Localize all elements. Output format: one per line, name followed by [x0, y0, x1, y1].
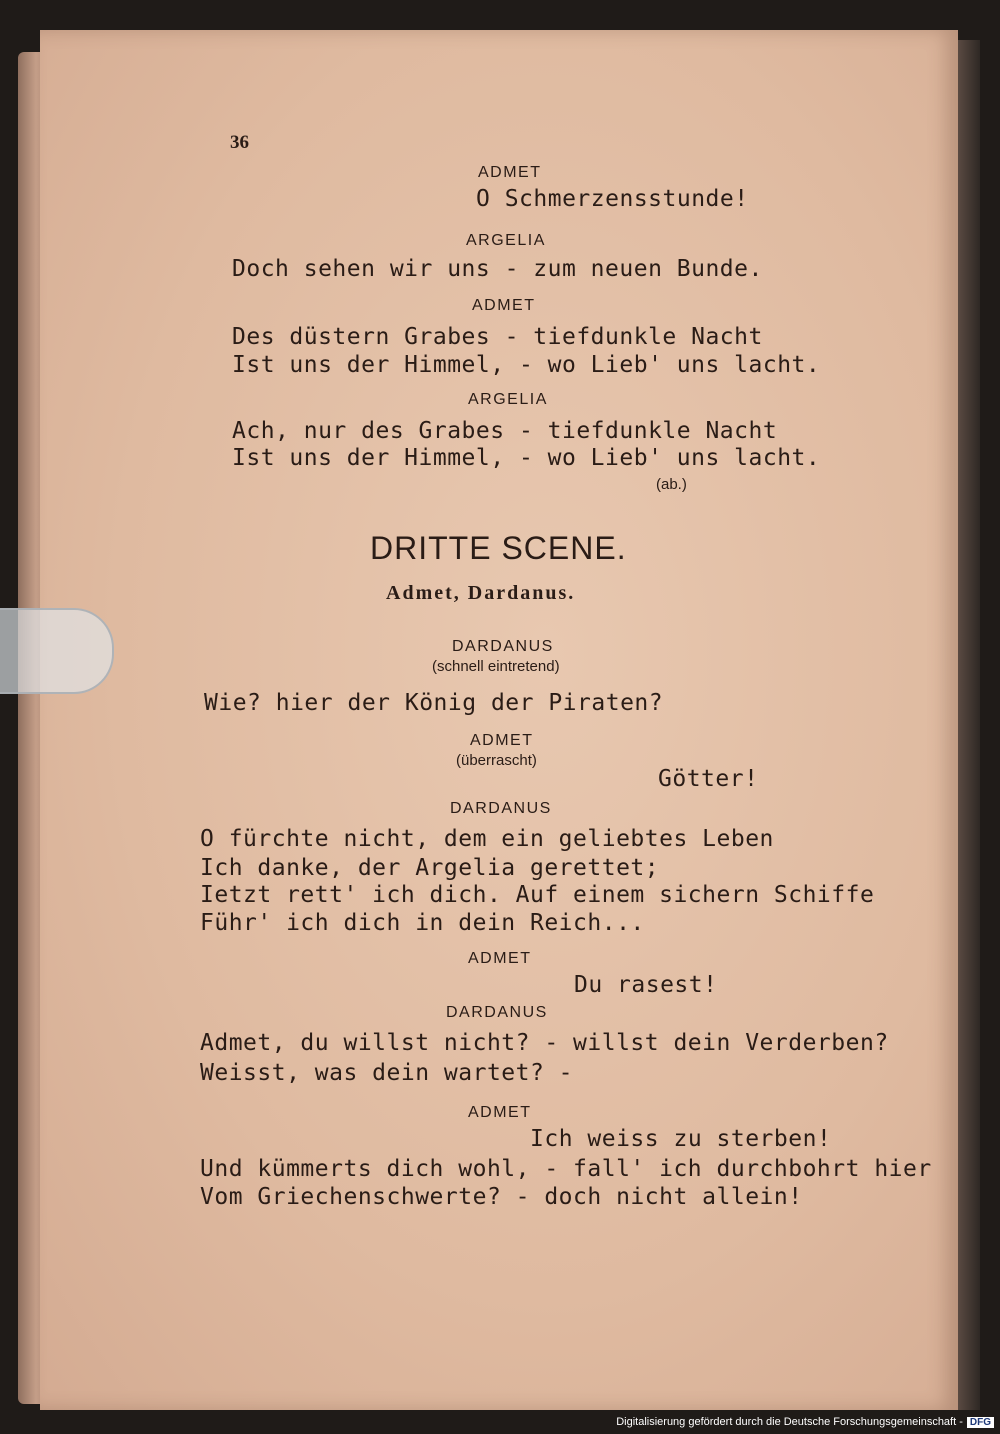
- speaker-label: ARGELIA: [466, 232, 546, 249]
- verse-line: Vom Griechenschwerte? - doch nicht allein!: [200, 1184, 803, 1210]
- speaker-label: DARDANUS: [446, 1004, 548, 1021]
- scene-heading: DRITTE SCENE.: [370, 530, 627, 566]
- speaker-label: DARDANUS: [452, 638, 554, 655]
- verse-line: Und kümmerts dich wohl, - fall' ich durchbohrt hier: [200, 1156, 932, 1182]
- verse-line: Ist uns der Himmel, - wo Lieb' uns lacht.: [232, 445, 821, 471]
- dfg-logo: DFG: [967, 1417, 994, 1428]
- verse-line: Du rasest!: [574, 972, 718, 998]
- verse-line: Weisst, was dein wartet? -: [200, 1060, 574, 1086]
- verse-line: Ich danke, der Argelia gerettet;: [200, 855, 660, 881]
- stage-direction: (ab.): [656, 476, 687, 493]
- verse-line: Ist uns der Himmel, - wo Lieb' uns lacht.: [232, 352, 821, 378]
- speaker-label: ADMET: [468, 950, 532, 967]
- verse-line: Des düstern Grabes - tiefdunkle Nacht: [232, 324, 763, 350]
- verse-line: O Schmerzensstunde!: [476, 186, 749, 212]
- speaker-label: ADMET: [478, 164, 542, 181]
- verse-line: Wie? hier der König der Piraten?: [204, 690, 664, 716]
- verse-line: Ich weiss zu sterben!: [530, 1126, 832, 1152]
- speaker-label: ARGELIA: [468, 391, 548, 408]
- credit-text: Digitalisierung gefördert durch die Deutsche Forschungsgemeinschaft -: [616, 1416, 963, 1428]
- verse-line: Führ' ich dich in dein Reich...: [200, 910, 645, 936]
- speaker-label: ADMET: [468, 1104, 532, 1121]
- speaker-label: ADMET: [470, 732, 534, 749]
- verse-line: Admet, du willst nicht? - willst dein Verderben?: [200, 1030, 889, 1056]
- stage-direction: (schnell eintretend): [432, 658, 560, 675]
- verse-line: Götter!: [658, 766, 759, 792]
- page-number: 36: [230, 132, 249, 153]
- stage-direction: (überrascht): [456, 752, 537, 769]
- verse-line: O fürchte nicht, dem ein geliebtes Leben: [200, 826, 774, 852]
- scene-characters: Admet, Dardanus.: [386, 582, 576, 604]
- verse-line: Ietzt rett' ich dich. Auf einem sichern Schiffe: [200, 882, 875, 908]
- verse-line: Doch sehen wir uns - zum neuen Bunde.: [232, 256, 763, 282]
- speaker-label: ADMET: [472, 297, 536, 314]
- digitization-credit: [616, 1416, 994, 1428]
- book-right-edge: [958, 40, 980, 1410]
- page-clip: [0, 608, 114, 694]
- speaker-label: DARDANUS: [450, 800, 552, 817]
- verse-line: Ach, nur des Grabes - tiefdunkle Nacht: [232, 418, 778, 444]
